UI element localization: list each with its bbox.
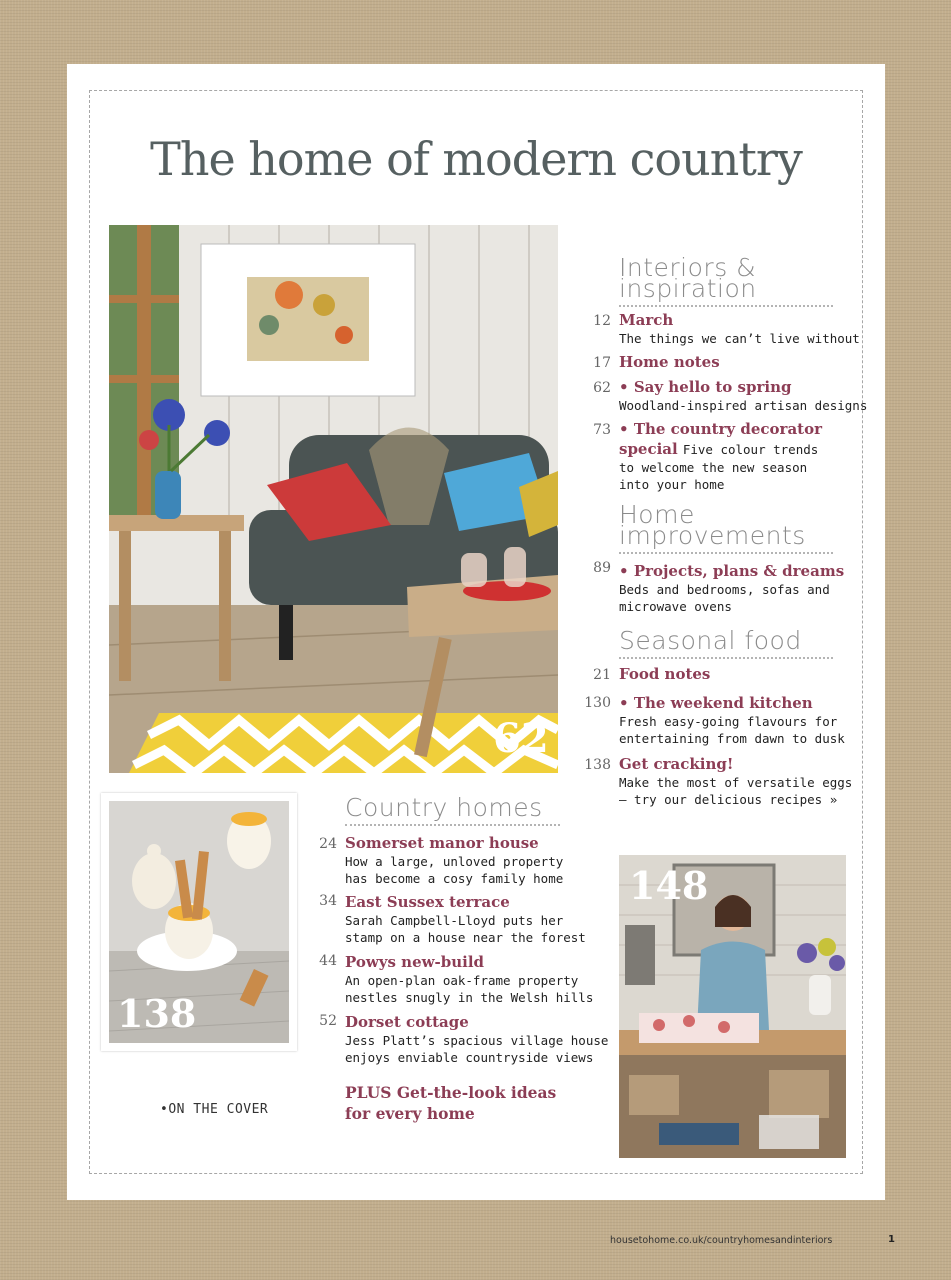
toc-page-number: 12 [593, 313, 611, 329]
toc-title: Food notes [619, 665, 711, 683]
toc-title: Get cracking! [619, 755, 734, 773]
section-heading-improvements [619, 500, 833, 554]
toc-page-number: 24 [319, 836, 337, 852]
toc-title: Dorset cottage [345, 1013, 469, 1031]
toc-entry-home-notes[interactable] [593, 353, 720, 372]
toc-description: into your home [619, 477, 725, 492]
footer-url[interactable]: housetohome.co.uk/countryhomesandinteriors [610, 1235, 833, 1246]
toc-entry-somerset[interactable] [319, 834, 564, 887]
plus-get-the-look[interactable] [345, 1082, 565, 1124]
cover-bullet-icon: • [619, 420, 634, 438]
toc-title: Projects, plans & dreams [633, 562, 845, 580]
hero-page-number: 62 [493, 715, 549, 762]
toc-entry-say-hello-to-spring[interactable] [593, 378, 868, 414]
toc-page-number: 44 [319, 953, 337, 969]
toc-title: The weekend kitchen [633, 694, 813, 712]
section-heading-interiors [619, 253, 833, 307]
toc-description: Five colour trends [682, 442, 819, 457]
page-title: The home of modern country [150, 132, 802, 186]
plus-line: PLUS Get-the-look ideas [345, 1083, 557, 1102]
toc-entry-country-decorator[interactable] [593, 420, 822, 493]
section-heading-line: inspiration [619, 274, 757, 303]
toc-entry-weekend-kitchen[interactable] [584, 694, 845, 747]
toc-entry-get-cracking[interactable] [584, 755, 853, 808]
toc-title: Home notes [619, 353, 720, 371]
section-heading-line: improvements [619, 521, 806, 550]
toc-page-number: 130 [584, 695, 611, 711]
toc-title: Say hello to spring [633, 378, 792, 396]
toc-description: – try our delicious recipes » [619, 792, 838, 807]
toc-page-number: 62 [593, 380, 611, 396]
photo-frame-eggs [101, 793, 297, 1051]
toc-page-number: 52 [319, 1013, 337, 1029]
section-heading-line: Interiors & [619, 253, 757, 282]
toc-entry-projects-plans-dreams[interactable] [593, 560, 845, 615]
on-the-cover-note [160, 1102, 268, 1117]
toc-description: An open-plan oak-frame property [345, 973, 579, 988]
egg-photo [109, 801, 289, 1043]
toc-title: The country decorator [633, 420, 822, 438]
toc-entry-east-sussex[interactable] [319, 893, 586, 946]
cover-bullet-icon: • [160, 1102, 169, 1117]
toc-title: special [619, 440, 678, 458]
toc-description: The things we can’t live without [619, 331, 860, 346]
hero-photo-living-room [109, 225, 558, 773]
footer-page-number: 1 [888, 1234, 895, 1245]
toc-description: to welcome the new season [619, 460, 808, 475]
toc-page-number: 138 [584, 757, 611, 773]
cover-bullet-icon: • [619, 694, 634, 712]
living-room-illustration [109, 225, 558, 773]
toc-page-number: 89 [593, 560, 611, 576]
toc-description: microwave ovens [619, 599, 732, 614]
toc-entry-dorset[interactable] [319, 1013, 609, 1066]
egg-photo-page-number: 138 [117, 991, 197, 1036]
cover-bullet-icon: • [619, 378, 634, 396]
cover-note-label: ON THE COVER [168, 1102, 269, 1117]
contents-page [67, 64, 885, 1200]
photo-woman-kitchen [619, 855, 846, 1158]
toc-title: Somerset manor house [345, 834, 539, 852]
woman-photo-page-number: 148 [629, 863, 709, 908]
toc-description: Fresh easy-going flavours for [619, 714, 838, 729]
toc-description: nestles snugly in the Welsh hills [345, 990, 594, 1005]
section-heading-food: Seasonal food [619, 630, 833, 659]
section-heading-line: Home [619, 500, 695, 529]
plus-line: for every home [345, 1104, 475, 1123]
toc-description: Jess Platt’s spacious village house [345, 1033, 609, 1048]
toc-page-number: 17 [593, 355, 611, 371]
toc-description: stamp on a house near the forest [345, 930, 586, 945]
toc-description: has become a cosy family home [345, 871, 564, 886]
toc-entry-march[interactable] [593, 311, 860, 347]
toc-description: How a large, unloved property [345, 854, 564, 869]
toc-description: entertaining from dawn to dusk [619, 731, 845, 746]
toc-entry-powys[interactable] [319, 953, 594, 1006]
toc-description: enjoys enviable countryside views [345, 1050, 594, 1065]
toc-page-number: 34 [319, 893, 337, 909]
toc-description: Make the most of versatile eggs [619, 775, 853, 790]
toc-description: Sarah Campbell-Lloyd puts her [345, 913, 564, 928]
toc-title: East Sussex terrace [345, 893, 510, 911]
section-heading-country: Country homes [345, 797, 560, 826]
toc-page-number: 21 [593, 667, 611, 683]
toc-title: March [619, 311, 674, 329]
cover-bullet-icon: • [619, 562, 634, 580]
toc-page-number: 73 [593, 422, 611, 438]
toc-description: Woodland-inspired artisan designs [619, 398, 868, 413]
toc-title: Powys new-build [345, 953, 485, 971]
toc-description: Beds and bedrooms, sofas and [619, 582, 830, 597]
toc-entry-food-notes[interactable] [593, 665, 711, 684]
